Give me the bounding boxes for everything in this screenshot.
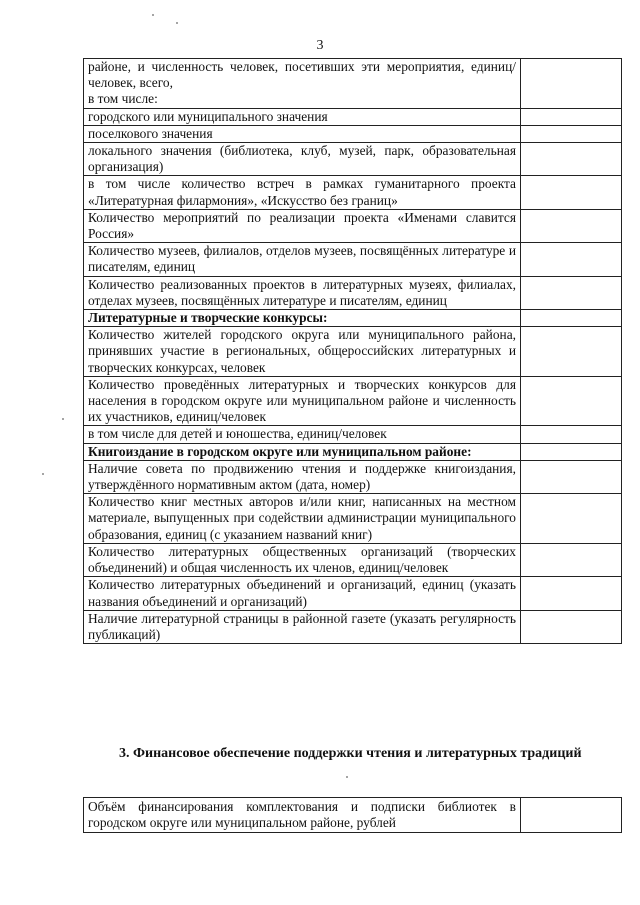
indicator-value-cell[interactable] xyxy=(521,59,622,109)
financing-label: Объём финансирования комплектования и подписки библиотек в городском округе или муниципальном районе, рублей xyxy=(84,798,521,833)
indicator-row xyxy=(84,125,622,142)
scan-speck xyxy=(346,776,348,778)
indicator-row xyxy=(84,610,622,643)
indicator-row xyxy=(84,426,622,443)
indicator-label: Наличие совета по продвижению чтения и поддержке книгоиздания, утверждённого нормативным актом (дата, номер) xyxy=(84,460,521,493)
indicator-label: локального значения (библиотека, клуб, музей, парк, образовательная организация) xyxy=(84,143,521,176)
indicator-row xyxy=(84,276,622,309)
indicator-row xyxy=(84,176,622,209)
indicator-label: Количество книг местных авторов и/или книг, написанных на местном материале, выпущенных при содействии администрации муниципального образования, единиц (с указанием названий книг) xyxy=(84,494,521,544)
indicator-row xyxy=(84,327,622,377)
indicator-label: Количество проведённых литературных и творческих конкурсов для населения в городском округе или муниципальном районе и численность их участников, единиц/человек xyxy=(84,376,521,426)
indicator-label: Количество жителей городского округа или муниципального района, принявших участие в региональных, общероссийских литературных и творческих конкурсах, человек xyxy=(84,327,521,377)
indicator-label: в том числе количество встреч в рамках гуманитарного проекта «Литературная филармония», «Искусство без границ» xyxy=(84,176,521,209)
indicator-value-cell[interactable] xyxy=(521,243,622,276)
indicator-value-cell[interactable] xyxy=(521,176,622,209)
scan-speck xyxy=(42,473,44,475)
page-number: 3 xyxy=(316,38,324,53)
indicator-label: районе, и численность человек, посетивших эти мероприятия, единиц/человек, всего, в том числе: xyxy=(84,59,521,109)
indicator-row xyxy=(84,108,622,125)
indicator-label: Книгоиздание в городском округе или муниципальном районе: xyxy=(84,443,521,460)
indicator-row xyxy=(84,494,622,544)
indicator-label: Количество музеев, филиалов, отделов музеев, посвящённых литературе и писателям, единиц xyxy=(84,243,521,276)
indicator-label: Наличие литературной страницы в районной газете (указать регулярность публикаций) xyxy=(84,610,521,643)
indicator-value-cell[interactable] xyxy=(521,376,622,426)
financing-value-cell[interactable] xyxy=(521,798,622,833)
indicator-label: городского или муниципального значения xyxy=(84,108,521,125)
indicator-value-cell[interactable] xyxy=(521,209,622,242)
indicator-row xyxy=(84,577,622,610)
indicator-label: Количество мероприятий по реализации проекта «Именами славится Россия» xyxy=(84,209,521,242)
indicator-row xyxy=(84,209,622,242)
indicator-label: Литературные и творческие конкурсы: xyxy=(84,310,521,327)
indicator-row xyxy=(84,460,622,493)
indicator-label: Количество литературных объединений и организаций, единиц (указать названия объединений и организаций) xyxy=(84,577,521,610)
indicator-row xyxy=(84,310,622,327)
indicator-value-cell[interactable] xyxy=(521,143,622,176)
indicator-label: Количество литературных общественных организаций (творческих объединений) и общая численность их членов, единиц/человек xyxy=(84,543,521,576)
indicator-label: в том числе для детей и юношества, единиц/человек xyxy=(84,426,521,443)
scan-speck xyxy=(176,22,178,24)
indicator-label: Количество реализованных проектов в литературных музеях, филиалах, отделах музеев, посвящённых литературе и писателям, единиц xyxy=(84,276,521,309)
indicator-value-cell[interactable] xyxy=(521,108,622,125)
indicator-value-cell[interactable] xyxy=(521,494,622,544)
financing-table xyxy=(83,797,622,833)
scan-speck xyxy=(152,14,154,16)
indicator-row xyxy=(84,443,622,460)
indicator-row xyxy=(84,143,622,176)
indicator-value-cell[interactable] xyxy=(521,310,622,327)
indicator-row xyxy=(84,243,622,276)
indicator-value-cell[interactable] xyxy=(521,543,622,576)
indicator-value-cell[interactable] xyxy=(521,426,622,443)
financing-row xyxy=(84,798,622,833)
indicators-table xyxy=(83,58,622,644)
indicator-value-cell[interactable] xyxy=(521,577,622,610)
indicator-value-cell[interactable] xyxy=(521,276,622,309)
indicator-value-cell[interactable] xyxy=(521,327,622,377)
indicator-label: поселкового значения xyxy=(84,125,521,142)
indicator-value-cell[interactable] xyxy=(521,460,622,493)
indicator-row xyxy=(84,543,622,576)
indicator-value-cell[interactable] xyxy=(521,610,622,643)
indicator-row xyxy=(84,59,622,109)
section-heading: 3. Финансовое обеспечение поддержки чтения и литературных традиций xyxy=(119,746,582,761)
indicator-value-cell[interactable] xyxy=(521,125,622,142)
indicator-value-cell[interactable] xyxy=(521,443,622,460)
scan-speck xyxy=(62,418,64,420)
indicator-row xyxy=(84,376,622,426)
